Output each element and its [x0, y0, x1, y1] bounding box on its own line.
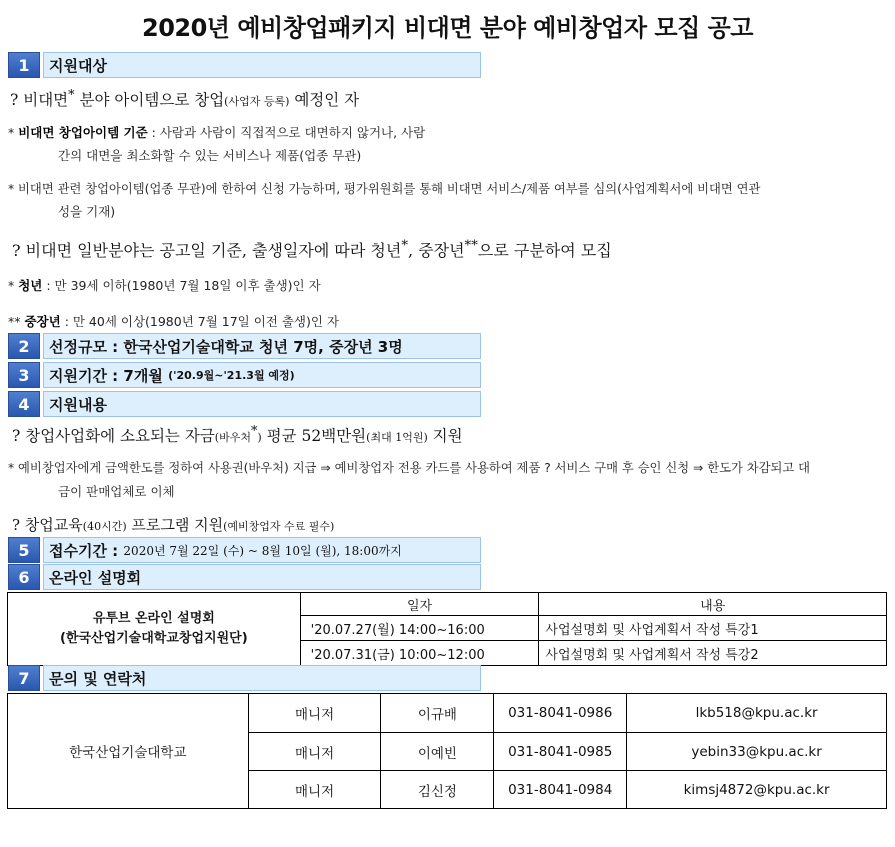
senior-definition: ** 중장년 : 만 40세 이상(1980년 7월 17일 이전 출생)인 자 [8, 314, 339, 329]
section-number: 6 [8, 564, 40, 590]
support-line-1: ? 창업사업화에 소요되는 자금(바우처*) 평균 52백만원(최대 1억원) 지원 [12, 424, 463, 446]
section-header-7 [8, 665, 481, 691]
contact-role: 매니저 [248, 733, 381, 771]
contact-phone: 031-8041-0986 [494, 694, 627, 733]
seminar-table [7, 592, 887, 666]
contact-name: 이예빈 [381, 733, 494, 771]
section-header-3 [8, 362, 481, 388]
section-label: 지원기간 : 7개월 ('20.9월~'21.3월 예정) [43, 362, 481, 388]
support-note: * 예비창업자에게 금액한도를 정하여 사용권(바우처) 지급 ⇒ 예비창업자 전용 카드를 사용하여 제품 ? 서비스 구매 후 승인 신청 ⇒ 한도가 차감되고 대 [8, 461, 811, 475]
section-number: 2 [8, 333, 40, 359]
page-title: 2020년 예비창업패키지 비대면 분야 예비창업자 모집 공고 [142, 14, 753, 42]
section-label: 지원내용 [43, 391, 481, 417]
seminar-date: '20.07.31(금) 10:00~12:00 [300, 641, 539, 666]
section-number: 3 [8, 362, 40, 388]
table-header: 일자 [300, 593, 539, 616]
contact-name: 이규배 [381, 694, 494, 733]
target-line-2: ? 비대면 일반분야는 공고일 기준, 출생일자에 따라 청년*, 중장년**으로 구분하여 모집 [12, 238, 612, 260]
section-header-5 [8, 537, 481, 563]
target-note-1: * 비대면 창업아이템 기준 : 사람과 사람이 직접적으로 대면하지 않거나, 사람 [8, 125, 426, 140]
table-row [8, 694, 887, 733]
section-label: 접수기간 : 2020년 7월 22일 (수) ~ 8월 10일 (월), 18:00까지 [43, 537, 481, 563]
contact-email: lkb518@kpu.ac.kr [627, 694, 887, 733]
support-note-cont: 금이 판매업체로 이체 [58, 484, 175, 499]
target-note-2: * 비대면 관련 창업아이템(업종 무관)에 한하여 신청 가능하며, 평가위원회를 통해 비대면 서비스/제품 여부를 심의(사업계획서에 비대면 연관 [8, 182, 761, 196]
seminar-date: '20.07.27(월) 14:00~16:00 [300, 616, 539, 641]
section-header-1 [8, 52, 481, 78]
target-note-2-cont: 성을 기재) [58, 204, 116, 219]
contact-phone: 031-8041-0984 [494, 771, 627, 809]
section-number: 7 [8, 665, 40, 691]
contact-name: 김신정 [381, 771, 494, 809]
section-label: 문의 및 연락처 [43, 665, 481, 691]
section-number: 1 [8, 52, 40, 78]
youth-definition: * 청년 : 만 39세 이하(1980년 7월 18일 이후 출생)인 자 [8, 278, 321, 293]
support-line-2: ? 창업교육(40시간) 프로그램 지원(예비창업자 수료 필수) [12, 516, 335, 534]
section-header-4 [8, 391, 481, 417]
contact-org: 한국산업기술대학교 [8, 694, 249, 809]
section-number: 4 [8, 391, 40, 417]
target-line-1: ? 비대면* 분야 아이템으로 창업(사업자 등록) 예정인 자 [10, 88, 360, 110]
section-header-2 [8, 333, 481, 359]
section-number: 5 [8, 537, 40, 563]
contact-table [7, 693, 887, 809]
contact-phone: 031-8041-0985 [494, 733, 627, 771]
seminar-content: 사업설명회 및 사업계획서 작성 특강1 [539, 616, 887, 641]
seminar-title-cell: 유투브 온라인 설명회 (한국산업기술대학교창업지원단) [8, 593, 301, 666]
section-label: 지원대상 [43, 52, 481, 78]
contact-role: 매니저 [248, 694, 381, 733]
table-header: 내용 [539, 593, 887, 616]
section-label: 온라인 설명회 [43, 564, 481, 590]
section-label: 선정규모 : 한국산업기술대학교 청년 7명, 중장년 3명 [43, 333, 481, 359]
section-header-6 [8, 564, 481, 590]
contact-email: yebin33@kpu.ac.kr [627, 733, 887, 771]
contact-role: 매니저 [248, 771, 381, 809]
contact-email: kimsj4872@kpu.ac.kr [627, 771, 887, 809]
target-note-1-cont: 간의 대면을 최소화할 수 있는 서비스나 제품(업종 무관) [58, 148, 362, 163]
seminar-content: 사업설명회 및 사업계획서 작성 특강2 [539, 641, 887, 666]
